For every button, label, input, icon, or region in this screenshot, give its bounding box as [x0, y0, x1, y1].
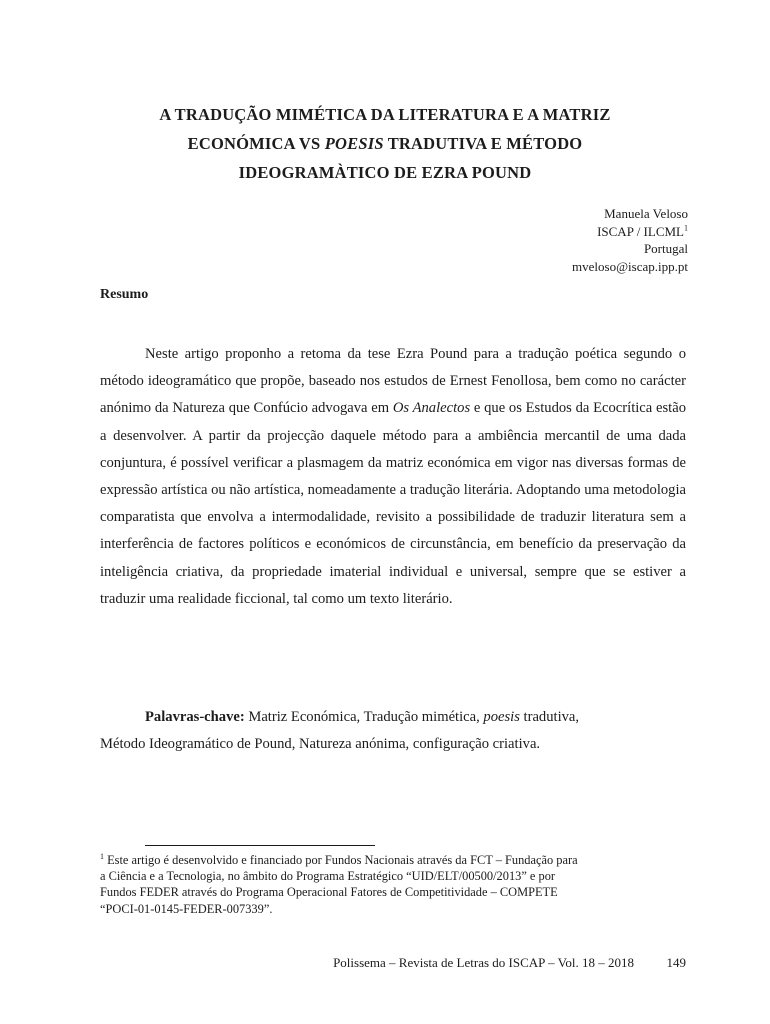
keywords-block	[100, 704, 686, 758]
footnote-separator	[145, 845, 375, 846]
author-footnote-mark[interactable]: 1	[684, 223, 688, 233]
footnote-line-1: $^1$ Este artigo é desenvolvido e financiado por Fundos Nacionais através da FCT – Fundação para	[100, 851, 578, 867]
abstract-heading: Resumo	[100, 287, 149, 302]
footnote-line-4: “POCI-01-0145-FEDER-007339”.	[100, 901, 273, 916]
title-line-2: ECONÓMICA VS POESIS TRADUTIVA E MÉTODO	[187, 134, 583, 153]
paper-title	[100, 100, 670, 187]
author-country: Portugal	[643, 241, 688, 256]
page-number: 149	[666, 955, 686, 970]
title-line-1: A TRADUÇÃO MIMÉTICA DA LITERATURA E A MATRIZ	[159, 105, 611, 124]
title-line-3: IDEOGRAMÀTICO DE EZRA POUND	[238, 163, 532, 182]
abstract-italic-title: Os Analectos	[392, 400, 471, 417]
footnote	[100, 852, 686, 917]
author-affiliation: ISCAP / ILCML$^1$	[597, 223, 688, 239]
keywords-label: Palavras-chave:	[145, 709, 245, 725]
abstract-body: Neste artigo proponho a retoma da tese Ezra Pound para a tradução poética segundo o método ideogramático que propõe, baseado nos estudos de Ernest Fenollosa, bem como no carácter anónimo da Natureza que Confúcio advogava em Os Analectos e que os Estudos da Ecocrítica estão a desenvolver. A partir da projecção daquele método para a ambiência mercantil de uma dada conjuntura, é possível verificar a plasmagem da matriz económica em vigor nas diversas formas de expressão artística ou não artística, nomeadamente a tradução literária. Adoptando uma metodologia comparatista que envolva a intermodalidade, revisito a possibilidade de traduzir literatura sem a interferência de factores políticos e económicos de circunstância, em benefício da preservação da inteligência criativa, da propriedade imaterial individual e universal, sempre que se estiver a traduzir uma realidade ficcional, tal como um texto literário.	[100, 346, 686, 607]
footnote-line-3: Fundos FEDER através do Programa Operacional Fatores de Competitividade – COMPETE	[100, 885, 558, 900]
keywords-line-1: Palavras-chave: Matriz Económica, Tradução mimética, poesis tradutiva,	[145, 709, 580, 725]
author-email[interactable]: mveloso@iscap.ipp.pt	[572, 258, 688, 274]
footer-journal: Polissema – Revista de Letras do ISCAP – Vol. 18 – 2018	[333, 955, 634, 970]
author-block	[572, 205, 688, 275]
title-italic-poesis: POESIS	[324, 134, 384, 153]
author-name: Manuela Veloso	[604, 206, 688, 221]
footnote-line-2: a Ciência e a Tecnologia, no âmbito do Programa Estratégico “UID/ELT/00500/2013” e por	[100, 869, 556, 884]
keywords-line-2: Método Ideogramático de Pound, Natureza anónima, configuração criativa.	[100, 736, 541, 752]
